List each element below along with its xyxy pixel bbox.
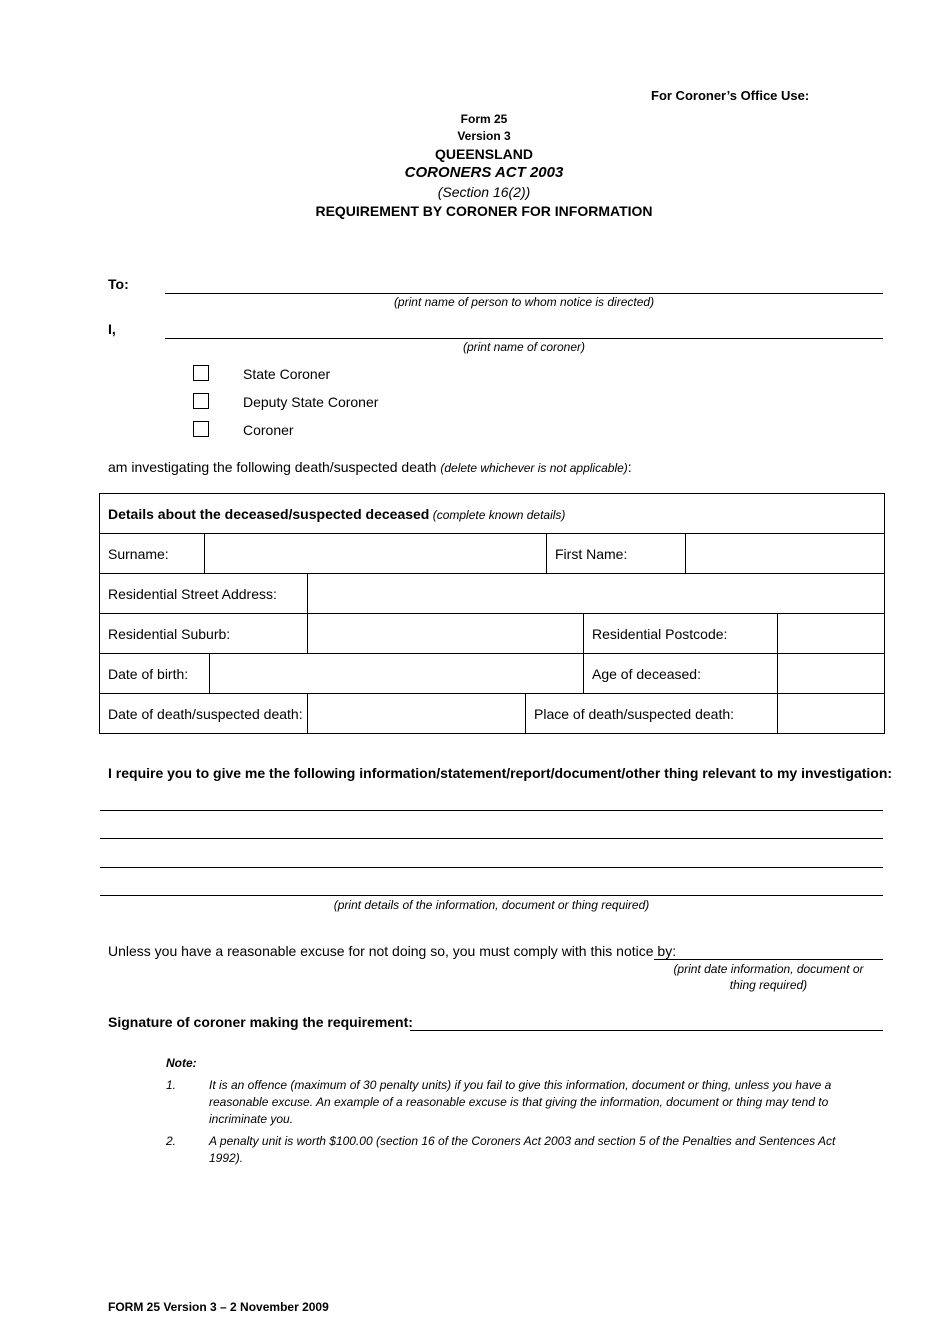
- requirement-hint: (print details of the information, document or thing required): [333, 898, 650, 912]
- deceased-details-table: [99, 493, 885, 734]
- requirement-line-4[interactable]: [100, 876, 883, 896]
- date-of-death-label: Date of death/suspected death:: [100, 694, 308, 734]
- requirement-line-2[interactable]: [100, 819, 883, 839]
- dob-field[interactable]: [210, 654, 584, 694]
- signature-label: Signature of coroner making the requirement:: [108, 1014, 413, 1030]
- to-label: To:: [108, 276, 129, 292]
- act-heading: CORONERS ACT 2003: [404, 164, 564, 181]
- first-name-field[interactable]: [686, 534, 885, 574]
- age-field[interactable]: [778, 654, 885, 694]
- suburb-label: Residential Suburb:: [100, 614, 308, 654]
- surname-field[interactable]: [205, 534, 547, 574]
- note-2-number: 2.: [166, 1134, 177, 1148]
- requirement-statement: I require you to give me the following information/statement/report/document/other thing relevant to my investigation:: [108, 765, 893, 781]
- note-2-text: A penalty unit is worth $100.00 (section 16 of the Coroners Act 2003 and section 5 of the Penalties and Sentences Act 1992).: [209, 1134, 836, 1165]
- to-name-field[interactable]: [165, 272, 883, 294]
- postcode-field[interactable]: [778, 614, 885, 654]
- street-address-label: Residential Street Address:: [100, 574, 308, 614]
- deputy-state-coroner-label: Deputy State Coroner: [243, 394, 379, 410]
- details-heading-hint: (complete known details): [429, 507, 566, 522]
- i-label: I,: [108, 321, 116, 337]
- note-title: Note:: [166, 1056, 197, 1070]
- form-footer: FORM 25 Version 3 – 2 November 2009: [108, 1300, 329, 1314]
- date-of-death-field[interactable]: [308, 694, 526, 734]
- coroner-label: Coroner: [243, 422, 294, 438]
- requirement-line-3[interactable]: [100, 848, 883, 868]
- office-use-label: For Coroner’s Office Use:: [651, 88, 810, 103]
- surname-label: Surname:: [100, 534, 205, 574]
- street-address-field[interactable]: [308, 574, 885, 614]
- note-1-number: 1.: [166, 1078, 177, 1092]
- coroner-name-hint: (print name of coroner): [462, 340, 586, 354]
- comply-hint-line-1: (print date information, document or: [673, 962, 864, 976]
- details-heading-cell: [100, 494, 885, 534]
- investigating-text: am investigating the following death/suspected death: [108, 459, 441, 475]
- age-label: Age of deceased:: [584, 654, 778, 694]
- form-number: Form 25: [460, 112, 508, 126]
- to-hint: (print name of person to whom notice is directed): [393, 295, 655, 309]
- deputy-state-coroner-checkbox[interactable]: [193, 393, 209, 409]
- state-coroner-label: State Coroner: [243, 366, 331, 382]
- coroner-checkbox[interactable]: [193, 421, 209, 437]
- first-name-label: First Name:: [547, 534, 686, 574]
- comply-hint-line-2: thing required): [729, 978, 808, 992]
- investigating-statement: [108, 459, 632, 475]
- state-heading: QUEENSLAND: [434, 146, 533, 162]
- signature-field[interactable]: [410, 1010, 883, 1031]
- suburb-field[interactable]: [308, 614, 584, 654]
- investigating-hint: (delete whichever is not applicable): [440, 461, 628, 475]
- section-reference: (Section 16(2)): [437, 184, 531, 200]
- place-of-death-field[interactable]: [778, 694, 885, 734]
- investigating-colon: :: [627, 459, 632, 475]
- page-title: REQUIREMENT BY CORONER FOR INFORMATION: [315, 203, 653, 219]
- coroner-name-field[interactable]: [165, 317, 883, 339]
- dob-label: Date of birth:: [100, 654, 210, 694]
- form-version: Version 3: [457, 129, 511, 143]
- comply-statement: Unless you have a reasonable excuse for not doing so, you must comply with this notice by:: [108, 943, 677, 959]
- details-heading: Details about the deceased/suspected deceased: [108, 505, 430, 522]
- place-of-death-label: Place of death/suspected death:: [526, 694, 778, 734]
- comply-date-field[interactable]: [654, 940, 883, 960]
- note-1-text: It is an offence (maximum of 30 penalty units) if you fail to give this information, document or thing, unless you have a reasonable excuse. An example of a reasonable excuse is that giving the information, document or thing may tend to incriminate you.: [209, 1078, 832, 1126]
- requirement-line-1[interactable]: [100, 790, 883, 811]
- postcode-label: Residential Postcode:: [584, 614, 778, 654]
- state-coroner-checkbox[interactable]: [193, 365, 209, 381]
